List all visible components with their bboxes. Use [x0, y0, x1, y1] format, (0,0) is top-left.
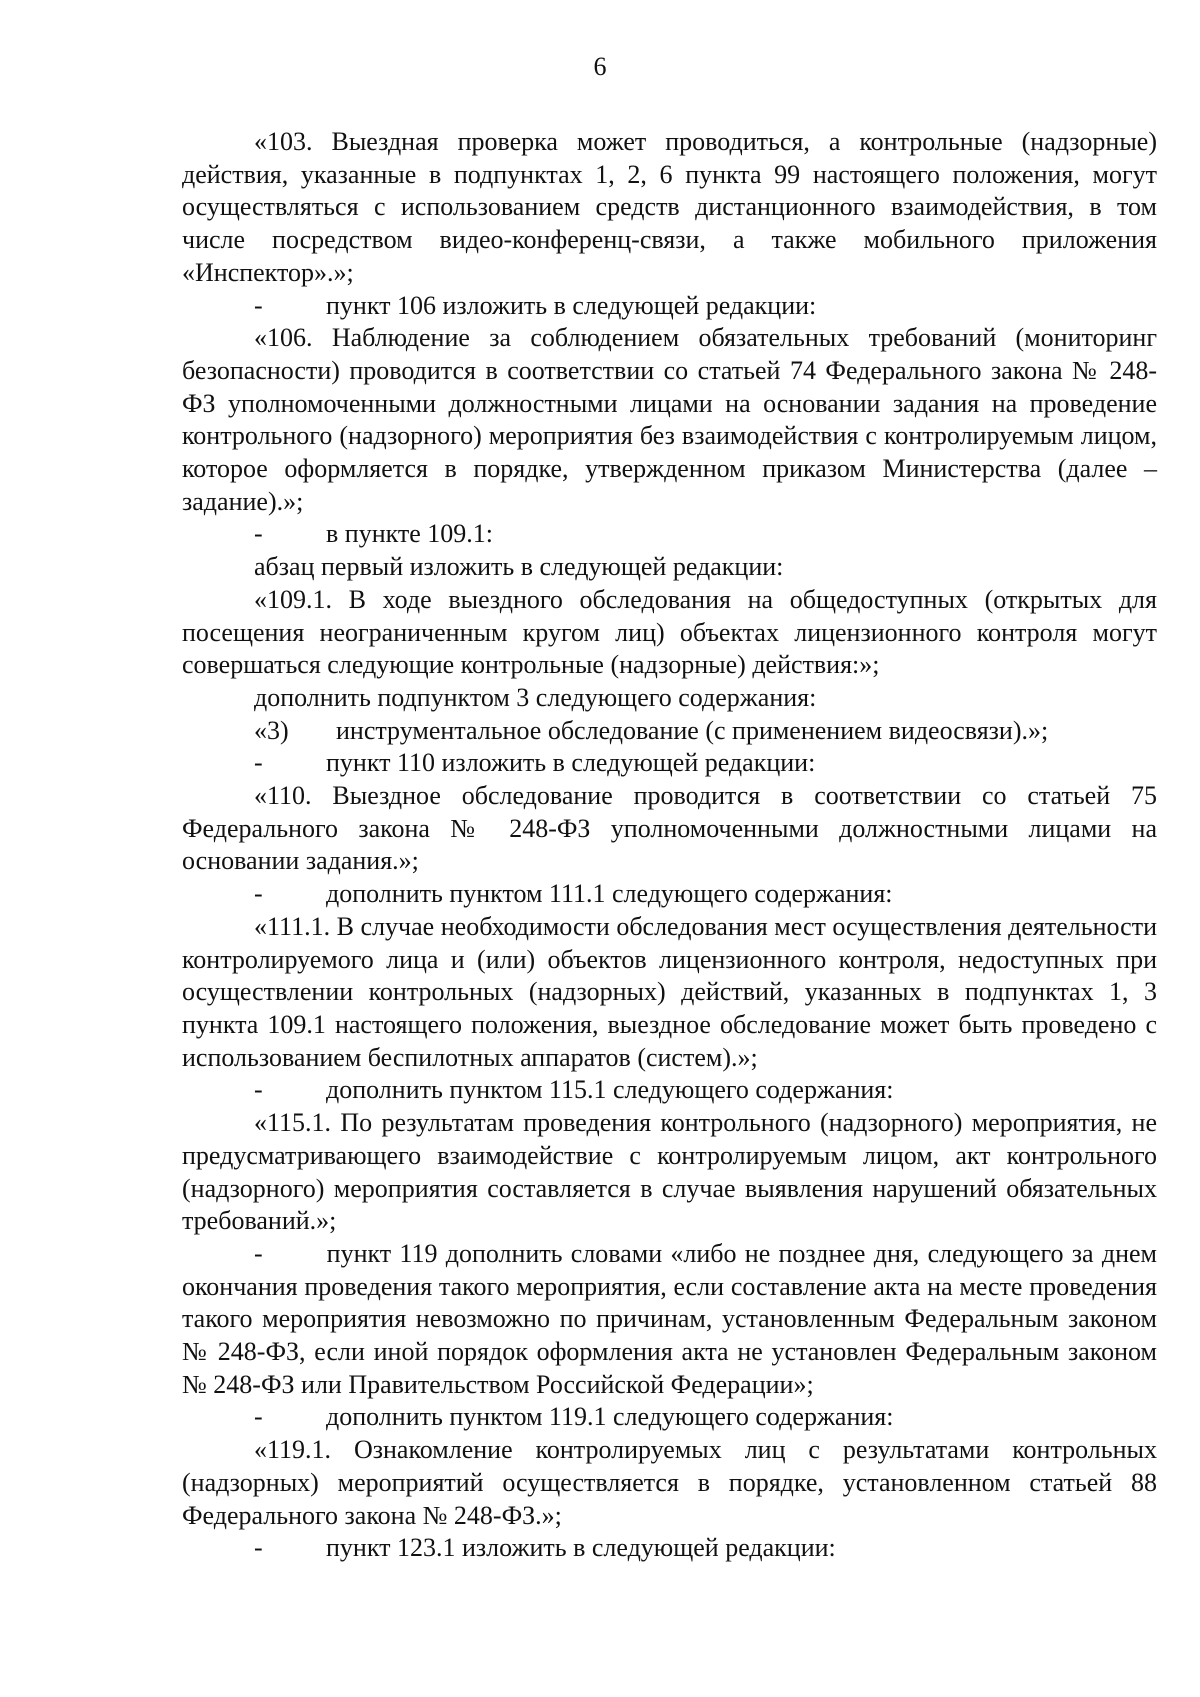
amendment-text: дополнить пунктом 111.1 следующего содержания: — [326, 879, 893, 909]
amendment-item-110 — [182, 747, 1157, 780]
paragraph-add-subitem-3: дополнить подпунктом 3 следующего содержания: — [254, 682, 817, 712]
list-dash: - — [254, 1075, 263, 1105]
page-number: 6 — [593, 52, 607, 81]
amendment-text: пункт 110 изложить в следующей редакции: — [326, 748, 816, 778]
amendment-item-111-1 — [182, 878, 1157, 911]
subitem-text: инструментальное обследование (с применением видеосвязи).»; — [336, 715, 1049, 745]
list-dash: - — [254, 1402, 263, 1432]
paragraph-110: «110. Выездное обследование проводится в соответствии со статьей 75 Федерального закона № 248-ФЗ уполномоченными должностными лицами на основании задания.»; — [182, 781, 1157, 876]
paragraph-106: «106. Наблюдение за соблюдением обязательных требований (мониторинг безопасности) проводится в соответствии со статьей 74 Федерального закона № 248-ФЗ уполномоченными должностными лицами на основании задания на проведение контрольного (надзорного) мероприятия без взаимодействия с контролируемым лицом, которое оформляется в порядке, утвержденном приказом Министерства (далее – задание).»; — [182, 323, 1157, 516]
paragraph-109-1: «109.1. В ходе выездного обследования на общедоступных (открытых для посещения неограниченным кругом лиц) объектах лицензионного контроля могут совершаться следующие контрольные (надзорные) действия:»; — [182, 584, 1157, 680]
amendment-text: дополнить пунктом 115.1 следующего содержания: — [326, 1075, 894, 1105]
document-body — [182, 126, 1157, 1565]
list-dash: - — [254, 879, 263, 909]
paragraph-115-1: «115.1. По результатам проведения контрольного (надзорного) мероприятия, не предусматривающего взаимодействие с контролируемым лицом, акт контрольного (надзорного) мероприятия составляется в случае выявления нарушений обязательных требований.»; — [182, 1108, 1157, 1236]
list-dash: - — [254, 1238, 263, 1268]
amendment-item-119 — [182, 1238, 1157, 1402]
amendment-item-115-1 — [182, 1074, 1157, 1107]
list-dash: - — [254, 1533, 263, 1563]
subitem-3 — [182, 715, 1157, 748]
paragraph-111-1: «111.1. В случае необходимости обследования мест осуществления деятельности контролируемого лица и (или) объектов лицензионного контроля, недоступных при осуществлении контрольных (надзорных) действий, указанных в подпунктах 1, 3 пункта 109.1 настоящего положения, выездное обследование может быть проведено с использованием беспилотных аппаратов (систем).»; — [182, 911, 1157, 1072]
list-dash: - — [254, 519, 263, 549]
amendment-text: в пункте 109.1: — [326, 519, 494, 549]
amendment-text: пункт 106 изложить в следующей редакции: — [326, 290, 817, 320]
amendment-item-106 — [182, 290, 1157, 323]
amendment-text: пункт 123.1 изложить в следующей редакции: — [326, 1533, 836, 1563]
list-dash: - — [254, 290, 263, 320]
amendment-item-109-1 — [182, 518, 1157, 551]
list-dash: - — [254, 748, 263, 778]
amendment-text: дополнить пунктом 119.1 следующего содержания: — [326, 1402, 894, 1432]
subitem-number: «3) — [254, 715, 289, 745]
paragraph-119-1: «119.1. Ознакомление контролируемых лиц с результатами контрольных (надзорных) мероприятий осуществляется в порядке, установленном статьей 88 Федерального закона № 248-ФЗ.»; — [182, 1435, 1157, 1530]
amendment-item-123-1 — [182, 1532, 1157, 1565]
paragraph-abzac-first: абзац первый изложить в следующей редакции: — [254, 552, 784, 582]
amendment-text: пункт 119 дополнить словами «либо не позднее дня, следующего за днем окончания проведения такого мероприятия, если составление акта на месте проведения такого мероприятия невозможно по причинам, установленным Федеральным законом № 248-ФЗ, если иной порядок оформления акта не установлен Федеральным законом № 248-ФЗ или Правительством Российской Федерации»; — [182, 1238, 1157, 1399]
paragraph-103: «103. Выездная проверка может проводиться, а контрольные (надзорные) действия, указанные в подпунктах 1, 2, 6 пункта 99 настоящего положения, могут осуществляться с использованием средств дистанционного взаимодействия, в том числе посредством видео-конференц-связи, а также мобильного приложения «Инспектор».»; — [182, 127, 1157, 287]
amendment-item-119-1 — [182, 1401, 1157, 1434]
